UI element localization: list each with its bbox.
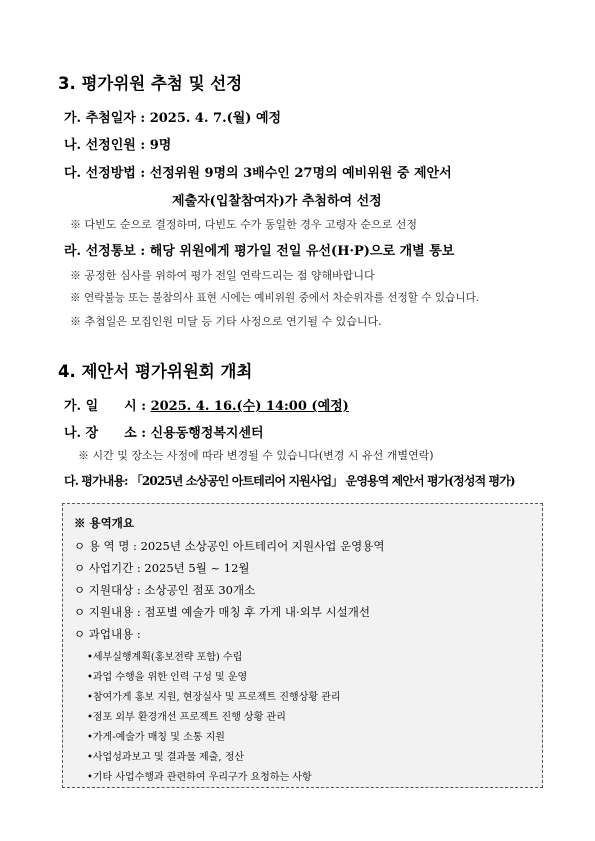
project-period: ㅇ 사업기간 : 2025년 5월 ~ 12월	[74, 561, 250, 575]
task-item: •점포 외부 환경개선 프로젝트 진행 상황 관리	[87, 712, 286, 723]
note-frequency: ※ 다빈도 순으로 결정하며, 다빈도 수가 동일한 경우 고령자 순으로 선정	[70, 218, 417, 231]
box-title: ※ 용역개요	[74, 516, 134, 530]
meeting-datetime	[64, 395, 349, 414]
meeting-datetime-value: 2025. 4. 16.(수) 14:00 (예정)	[150, 399, 349, 414]
selection-method: 다. 선정방법 : 선정위원 9명의 3배수인 27명의 예비위원 중 제안서	[64, 166, 452, 181]
service-name: ㅇ 용 역 명 : 2025년 소상공인 아트테리어 지원사업 운영용역	[74, 539, 385, 553]
draw-date: 가. 추첨일자 : 2025. 4. 7.(월) 예정	[64, 111, 282, 126]
task-item: •기타 사업수행과 관련하여 우리구가 요청하는 사항	[87, 772, 312, 783]
task-content: ㅇ 과업내용 :	[74, 627, 141, 641]
note-contact: ※ 공정한 심사를 위하여 평가 전일 연락드리는 점 양해바랍니다	[70, 269, 375, 282]
support-content: ㅇ 지원내용 : 점포별 예술가 매칭 후 가게 내·외부 시설개선	[74, 605, 370, 619]
selection-count: 나. 선정인원 : 9명	[64, 138, 172, 153]
task-item: •가게-예술가 매칭 및 소통 지원	[87, 732, 225, 743]
section-4-heading: 4. 제안서 평가위원회 개최	[58, 362, 253, 381]
task-item: •과업 수행을 위한 인력 구성 및 운영	[87, 672, 248, 683]
task-item: •참여가게 홍보 지원, 현장실사 및 프로젝트 진행상황 관리	[87, 692, 341, 703]
note-reserve: ※ 연락불능 또는 불참의사 표현 시에는 예비위원 중에서 차순위자를 선정할 수 있습니다.	[70, 292, 480, 304]
task-item: •세부실행계획(홍보전략 포함) 수립	[87, 652, 243, 663]
selection-method-cont: 제출자(입찰참여자)가 추첨하여 선정	[172, 194, 382, 209]
selection-notice: 라. 선정통보 : 해당 위원에게 평가일 전일 유선(H·P)으로 개별 통보	[64, 244, 455, 259]
note-change: ※ 시간 및 장소는 사정에 따라 변경될 수 있습니다(변경 시 유선 개별연락)	[78, 449, 434, 462]
evaluation-content: 다. 평가내용: 「2025년 소상공인 아트테리어 지원사업」 운영용역 제안서 평가(정성적 평가)	[64, 474, 515, 488]
meeting-datetime-label: 가. 일 시 :	[64, 399, 151, 414]
service-overview-box	[62, 503, 543, 788]
task-item: •사업성과보고 및 결과물 제출, 정산	[87, 752, 245, 763]
note-postpone: ※ 추첨일은 모집인원 미달 등 기타 사정으로 연기될 수 있습니다.	[70, 315, 382, 328]
support-target: ㅇ 지원대상 : 소상공인 점포 30개소	[74, 583, 256, 597]
section-3-heading: 3. 평가위원 추첨 및 선정	[58, 74, 243, 93]
meeting-place: 나. 장 소 : 신용동행정복지센터	[64, 426, 264, 441]
